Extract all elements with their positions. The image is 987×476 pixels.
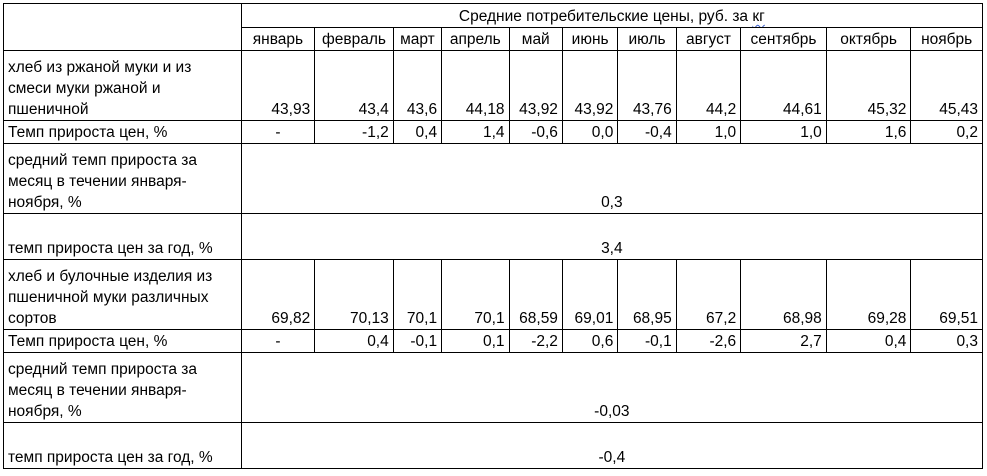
value-cell: 0,4	[315, 330, 394, 353]
table-title	[241, 4, 982, 28]
row-label: средний темп прироста за месяц в течении января-ноября, %	[4, 144, 242, 214]
corner-cell	[4, 4, 242, 51]
title-row	[4, 4, 983, 28]
value-cell: 0,0	[562, 121, 617, 144]
value-cell: 43,93	[241, 51, 315, 121]
value-cell: -1,2	[315, 121, 394, 144]
month-header: май	[509, 28, 562, 51]
value-cell: 70,13	[315, 260, 394, 330]
table-title-unit: кг	[752, 8, 765, 25]
value-cell: 1,0	[741, 121, 827, 144]
value-cell: -0,1	[618, 330, 676, 353]
month-header: март	[393, 28, 441, 51]
summary-value-cell: -0,03	[241, 353, 982, 423]
value-cell: 44,2	[676, 51, 740, 121]
value-cell: 0,3	[911, 330, 983, 353]
month-header: октябрь	[826, 28, 911, 51]
value-cell: -	[241, 330, 315, 353]
value-cell: -	[241, 121, 315, 144]
month-header: январь	[241, 28, 315, 51]
value-cell: -0,4	[618, 121, 676, 144]
value-cell: 43,4	[315, 51, 394, 121]
value-cell: 70,1	[393, 260, 441, 330]
row-label: хлеб и булочные изделия из пшеничной муки различных сортов	[4, 260, 242, 330]
value-cell: 1,6	[826, 121, 911, 144]
value-cell: 69,82	[241, 260, 315, 330]
table-row	[4, 260, 983, 330]
value-cell: 1,0	[676, 121, 740, 144]
value-cell: 0,4	[393, 121, 441, 144]
value-cell: 0,1	[442, 330, 509, 353]
value-cell: 0,6	[562, 330, 617, 353]
value-cell: -0,6	[509, 121, 562, 144]
table-title-text: Средние потребительские цены, руб. за	[458, 8, 753, 25]
row-label: хлеб из ржаной муки и из смеси муки ржаной и пшеничной	[4, 51, 242, 121]
value-cell: 2,7	[741, 330, 827, 353]
value-cell: 70,1	[442, 260, 509, 330]
value-cell: 43,92	[562, 51, 617, 121]
value-cell: -2,2	[509, 330, 562, 353]
table-row	[4, 330, 983, 353]
row-label: Темп прироста цен, %	[4, 121, 242, 144]
price-table	[3, 3, 983, 469]
value-cell: 67,2	[676, 260, 740, 330]
value-cell: 1,4	[442, 121, 509, 144]
value-cell: 69,51	[911, 260, 983, 330]
table-row	[4, 423, 983, 469]
row-label: темп прироста цен за год, %	[4, 214, 242, 260]
value-cell: 68,95	[618, 260, 676, 330]
row-label: средний темп прироста за месяц в течении января-ноября, %	[4, 353, 242, 423]
month-header: сентябрь	[741, 28, 827, 51]
row-label: темп прироста цен за год, %	[4, 423, 242, 469]
value-cell: 45,43	[911, 51, 983, 121]
value-cell: 43,92	[509, 51, 562, 121]
value-cell: 69,28	[826, 260, 911, 330]
table-row	[4, 353, 983, 423]
value-cell: 44,18	[442, 51, 509, 121]
table-row	[4, 121, 983, 144]
value-cell: 69,01	[562, 260, 617, 330]
value-cell: -2,6	[676, 330, 740, 353]
value-cell: 68,59	[509, 260, 562, 330]
value-cell: 0,4	[826, 330, 911, 353]
month-header: ноябрь	[911, 28, 983, 51]
month-header: февраль	[315, 28, 394, 51]
summary-value-cell: -0,4	[241, 423, 982, 469]
value-cell: 45,32	[826, 51, 911, 121]
row-label: Темп прироста цен, %	[4, 330, 242, 353]
value-cell: 68,98	[741, 260, 827, 330]
summary-value-cell: 3,4	[241, 214, 982, 260]
table-row	[4, 144, 983, 214]
month-header: апрель	[442, 28, 509, 51]
value-cell: 44,61	[741, 51, 827, 121]
summary-value-cell: 0,3	[241, 144, 982, 214]
value-cell: 0,2	[911, 121, 983, 144]
month-header: июль	[618, 28, 676, 51]
value-cell: 43,76	[618, 51, 676, 121]
month-header: август	[676, 28, 740, 51]
value-cell: -0,1	[393, 330, 441, 353]
value-cell: 43,6	[393, 51, 441, 121]
table-row	[4, 214, 983, 260]
month-header: июнь	[562, 28, 617, 51]
table-row	[4, 51, 983, 121]
